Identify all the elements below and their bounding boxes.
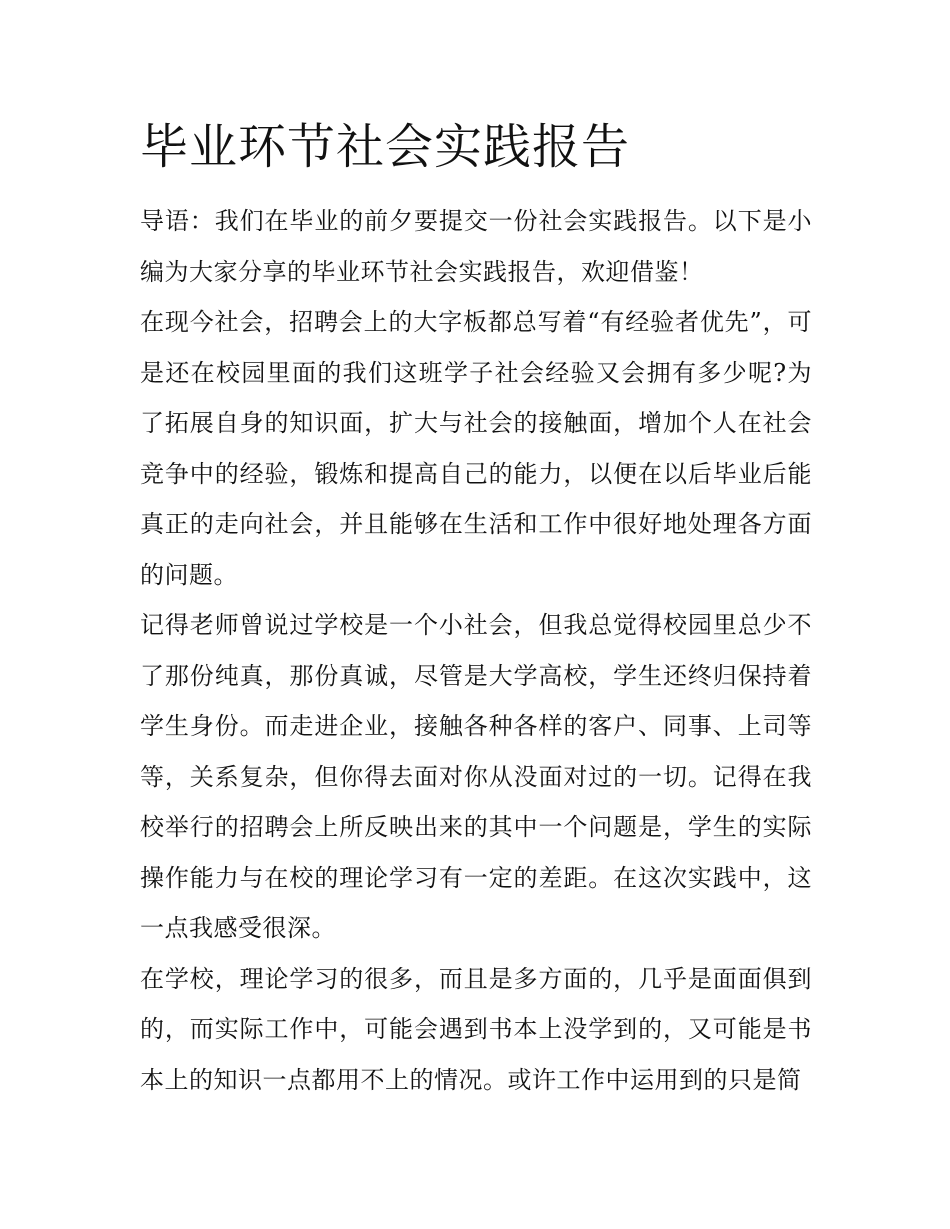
paragraph-1: 在现今社会，招聘会上的大字板都总写着“有经验者优先”，可是还在校园里面的我们这班学子社会经验又会拥有多少呢?为了拓展自身的知识面，扩大与社会的接触面，增加个人在社会竞争中的经验，锻炼和提高自己的能力，以便在以后毕业后能真正的走向社会，并且能够在生活和工作中很好地处理各方面的问题。 (140, 308, 812, 589)
document-page (140, 112, 812, 1105)
paragraph-3: 在学校，理论学习的很多，而且是多方面的，几乎是面面俱到的，而实际工作中，可能会遇到书本上没学到的，又可能是书本上的知识一点都用不上的情况。或许工作中运用到的只是简 (140, 964, 812, 1094)
paragraph-intro: 导语：我们在毕业的前夕要提交一份社会实践报告。以下是小编为大家分享的毕业环节社会实践报告，欢迎借鉴！ (140, 207, 812, 286)
document-title: 毕业环节社会实践报告 (140, 119, 631, 175)
paragraph-2: 记得老师曾说过学校是一个小社会，但我总觉得校园里总少不了那份纯真，那份真诚，尽管是大学高校，学生还终归保持着学生身份。而走进企业，接触各种各样的客户、同事、上司等等，关系复杂，但你得去面对你从没面对过的一切。记得在我校举行的招聘会上所反映出来的其中一个问题是，学生的实际操作能力与在校的理论学习有一定的差距。在这次实践中，这一点我感受很深。 (140, 611, 812, 942)
